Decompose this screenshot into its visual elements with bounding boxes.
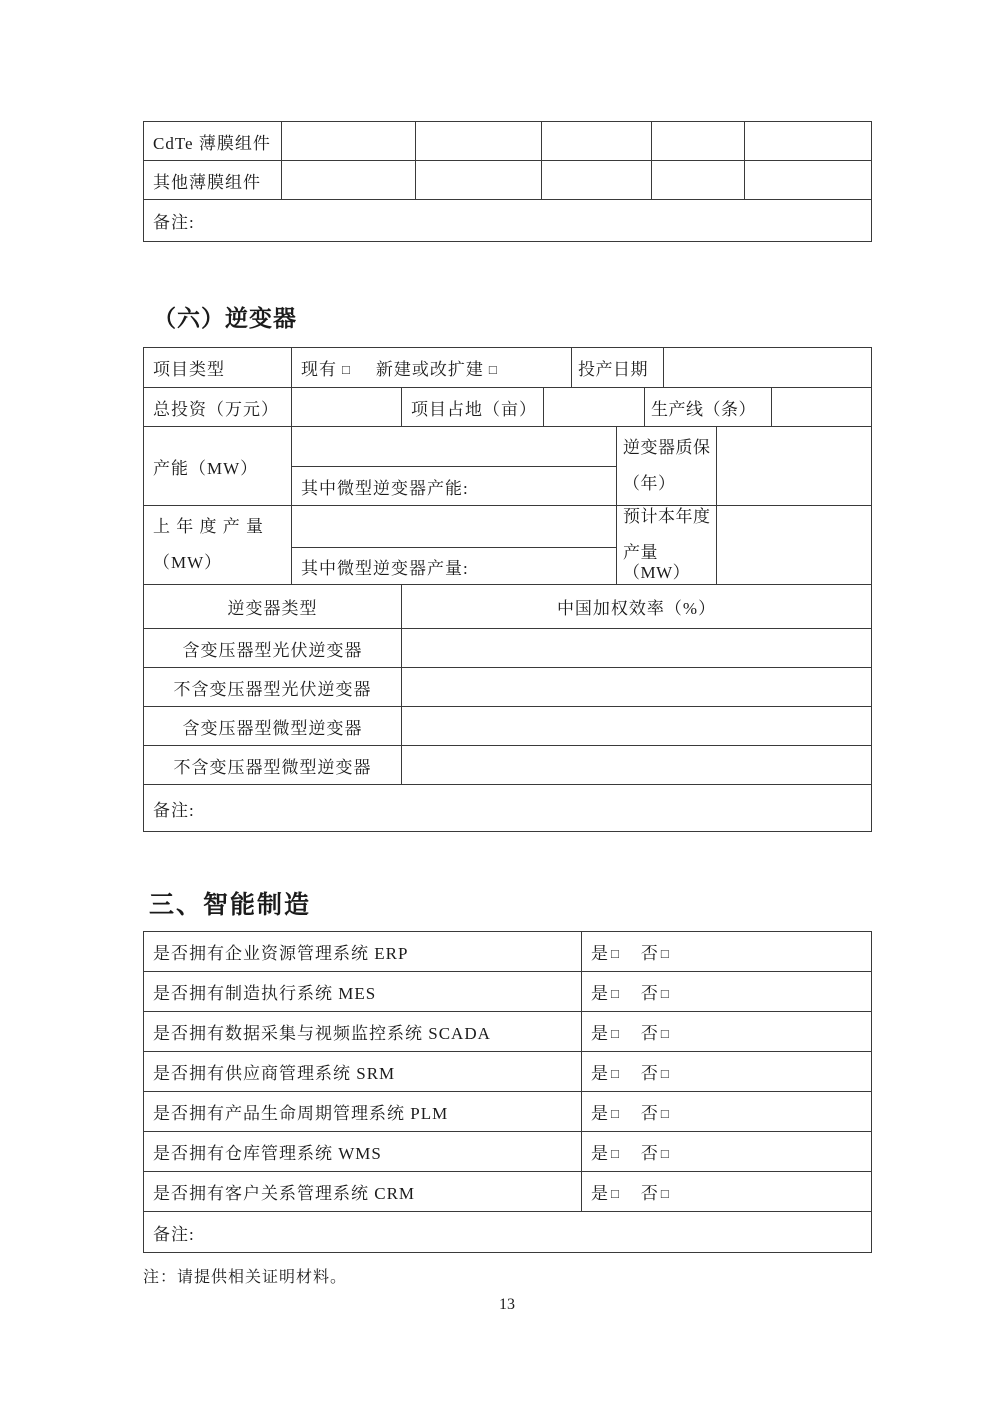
lines-value-cell bbox=[772, 388, 872, 427]
table-row bbox=[144, 1092, 872, 1132]
section-heading-inverter: （六）逆变器 bbox=[153, 306, 297, 331]
table-row bbox=[144, 1052, 872, 1092]
answer-cell bbox=[582, 1172, 872, 1212]
remark-row bbox=[144, 785, 872, 832]
land-value-cell bbox=[544, 388, 645, 427]
empty-cell bbox=[652, 161, 745, 200]
checkbox-icon[interactable]: □ bbox=[611, 1026, 619, 1041]
checkbox-icon[interactable]: □ bbox=[660, 1026, 669, 1041]
forecast-line2: 产量（MW） bbox=[623, 543, 691, 582]
checkbox-icon[interactable]: □ bbox=[611, 986, 619, 1001]
checkbox-icon[interactable]: □ bbox=[660, 946, 669, 961]
table-row bbox=[144, 161, 872, 200]
capacity-micro-label: 其中微型逆变器产能: bbox=[292, 467, 617, 506]
remark-label: 备注: bbox=[144, 785, 872, 832]
type-header-row bbox=[144, 585, 872, 629]
type-row bbox=[144, 668, 872, 707]
answer-cell bbox=[582, 1092, 872, 1132]
remark-row bbox=[144, 1212, 872, 1253]
question-plm: 是否拥有产品生命周期管理系统 PLM bbox=[144, 1092, 582, 1132]
thin-film-modules-table bbox=[143, 121, 872, 242]
last-year-output-lines bbox=[153, 517, 289, 573]
project-type-row bbox=[144, 348, 872, 388]
inverter-table bbox=[143, 347, 872, 832]
empty-cell bbox=[542, 122, 652, 161]
checkbox-icon[interactable]: □ bbox=[611, 1146, 619, 1161]
yes-label: 是 bbox=[591, 1184, 609, 1203]
empty-cell bbox=[542, 161, 652, 200]
project-type-label: 项目类型 bbox=[144, 348, 292, 388]
last-year-output-label bbox=[144, 506, 292, 585]
empty-cell bbox=[745, 161, 872, 200]
checkbox-icon[interactable]: □ bbox=[611, 1106, 619, 1121]
footnote: 注：请提供相关证明材料。 bbox=[143, 1269, 348, 1286]
warranty-line1: 逆变器质保 bbox=[623, 438, 711, 457]
efficiency-value-cell bbox=[402, 629, 872, 668]
table-row bbox=[144, 1012, 872, 1052]
checkbox-icon[interactable]: □ bbox=[611, 1186, 619, 1201]
total-investment-value-cell bbox=[292, 388, 402, 427]
checkbox-icon[interactable]: □ bbox=[611, 946, 619, 961]
last-year-output-line2: （MW） bbox=[153, 553, 223, 572]
efficiency-value-cell bbox=[402, 668, 872, 707]
row-label-cdte: CdTe 薄膜组件 bbox=[144, 122, 282, 161]
production-date-value-cell bbox=[664, 348, 872, 388]
empty-cell bbox=[745, 122, 872, 161]
no-label: 否 bbox=[640, 1184, 659, 1203]
remark-row bbox=[144, 200, 872, 242]
production-date-label: 投产日期 bbox=[572, 348, 664, 388]
empty-cell bbox=[652, 122, 745, 161]
no-label: 否 bbox=[640, 944, 659, 963]
yes-label: 是 bbox=[591, 1064, 609, 1083]
type-label-micro-with-transformer: 含变压器型微型逆变器 bbox=[144, 707, 402, 746]
checkbox-icon[interactable]: □ bbox=[660, 1106, 669, 1121]
checkbox-icon[interactable]: □ bbox=[660, 1186, 669, 1201]
remark-label: 备注: bbox=[144, 200, 872, 242]
warranty-label-lines bbox=[623, 438, 714, 494]
checkbox-icon[interactable]: □ bbox=[660, 1146, 669, 1161]
row-label-other-thin-film: 其他薄膜组件 bbox=[144, 161, 282, 200]
type-row bbox=[144, 746, 872, 785]
answer-cell bbox=[582, 1132, 872, 1172]
checkbox-icon[interactable]: □ bbox=[611, 1066, 619, 1081]
checkbox-icon[interactable]: □ bbox=[660, 1066, 669, 1081]
type-label-pv-with-transformer: 含变压器型光伏逆变器 bbox=[144, 629, 402, 668]
table-row bbox=[144, 1132, 872, 1172]
answer-cell bbox=[582, 1052, 872, 1092]
type-row bbox=[144, 707, 872, 746]
table-row bbox=[144, 1172, 872, 1212]
no-label: 否 bbox=[640, 1144, 659, 1163]
land-label: 项目占地（亩） bbox=[402, 388, 544, 427]
table-row bbox=[144, 122, 872, 161]
table-row bbox=[144, 972, 872, 1012]
empty-cell bbox=[416, 122, 542, 161]
type-row bbox=[144, 629, 872, 668]
empty-cell bbox=[282, 122, 416, 161]
answer-cell bbox=[582, 932, 872, 972]
question-erp: 是否拥有企业资源管理系统 ERP bbox=[144, 932, 582, 972]
last-year-output-value-cell bbox=[292, 506, 617, 548]
no-label: 否 bbox=[640, 1064, 659, 1083]
forecast-line1: 预计本年度 bbox=[623, 507, 711, 526]
yes-label: 是 bbox=[591, 1104, 609, 1123]
smart-manufacturing-table bbox=[143, 931, 872, 1253]
answer-cell bbox=[582, 972, 872, 1012]
empty-cell bbox=[416, 161, 542, 200]
table-row bbox=[144, 932, 872, 972]
output-micro-label: 其中微型逆变器产量: bbox=[292, 548, 617, 585]
checkbox-icon[interactable]: □ bbox=[342, 362, 350, 377]
yes-label: 是 bbox=[591, 1144, 609, 1163]
page-content bbox=[143, 0, 871, 1314]
warranty-label bbox=[617, 427, 717, 506]
efficiency-value-cell bbox=[402, 746, 872, 785]
capacity-value-cell bbox=[292, 427, 617, 467]
no-label: 否 bbox=[640, 984, 659, 1003]
question-srm: 是否拥有供应商管理系统 SRM bbox=[144, 1052, 582, 1092]
total-investment-label: 总投资（万元） bbox=[144, 388, 292, 427]
last-year-output-line1: 上 年 度 产 量 bbox=[153, 517, 264, 536]
option-new-label: 新建或改扩建 bbox=[375, 360, 484, 379]
page-number: 13 bbox=[499, 1296, 515, 1313]
yes-label: 是 bbox=[591, 984, 609, 1003]
question-mes: 是否拥有制造执行系统 MES bbox=[144, 972, 582, 1012]
question-scada: 是否拥有数据采集与视频监控系统 SCADA bbox=[144, 1012, 582, 1052]
last-year-output-row bbox=[144, 506, 872, 548]
capacity-row bbox=[144, 427, 872, 467]
answer-cell bbox=[582, 1012, 872, 1052]
forecast-value-cell bbox=[717, 506, 872, 585]
no-label: 否 bbox=[640, 1104, 659, 1123]
lines-label: 生产线（条） bbox=[645, 388, 772, 427]
project-type-options-cell bbox=[292, 348, 572, 388]
forecast-label bbox=[617, 506, 717, 585]
efficiency-value-cell bbox=[402, 707, 872, 746]
remark-label: 备注: bbox=[144, 1212, 872, 1253]
warranty-value-cell bbox=[717, 427, 872, 506]
forecast-label-lines bbox=[623, 507, 714, 583]
checkbox-icon[interactable]: □ bbox=[660, 986, 669, 1001]
capacity-label: 产能（MW） bbox=[144, 427, 292, 506]
investment-row bbox=[144, 388, 872, 427]
warranty-line2: （年） bbox=[623, 474, 676, 493]
inverter-type-header: 逆变器类型 bbox=[144, 585, 402, 629]
type-label-pv-without-transformer: 不含变压器型光伏逆变器 bbox=[144, 668, 402, 707]
yes-label: 是 bbox=[591, 944, 609, 963]
option-existing-label: 现有 bbox=[301, 360, 337, 379]
question-crm: 是否拥有客户关系管理系统 CRM bbox=[144, 1172, 582, 1212]
section-heading-smart-manufacturing: 三、智能制造 bbox=[149, 891, 312, 919]
no-label: 否 bbox=[640, 1024, 659, 1043]
checkbox-icon[interactable]: □ bbox=[488, 362, 497, 377]
efficiency-header: 中国加权效率（%） bbox=[402, 585, 872, 629]
yes-label: 是 bbox=[591, 1024, 609, 1043]
question-wms: 是否拥有仓库管理系统 WMS bbox=[144, 1132, 582, 1172]
empty-cell bbox=[282, 161, 416, 200]
type-label-micro-without-transformer: 不含变压器型微型逆变器 bbox=[144, 746, 402, 785]
